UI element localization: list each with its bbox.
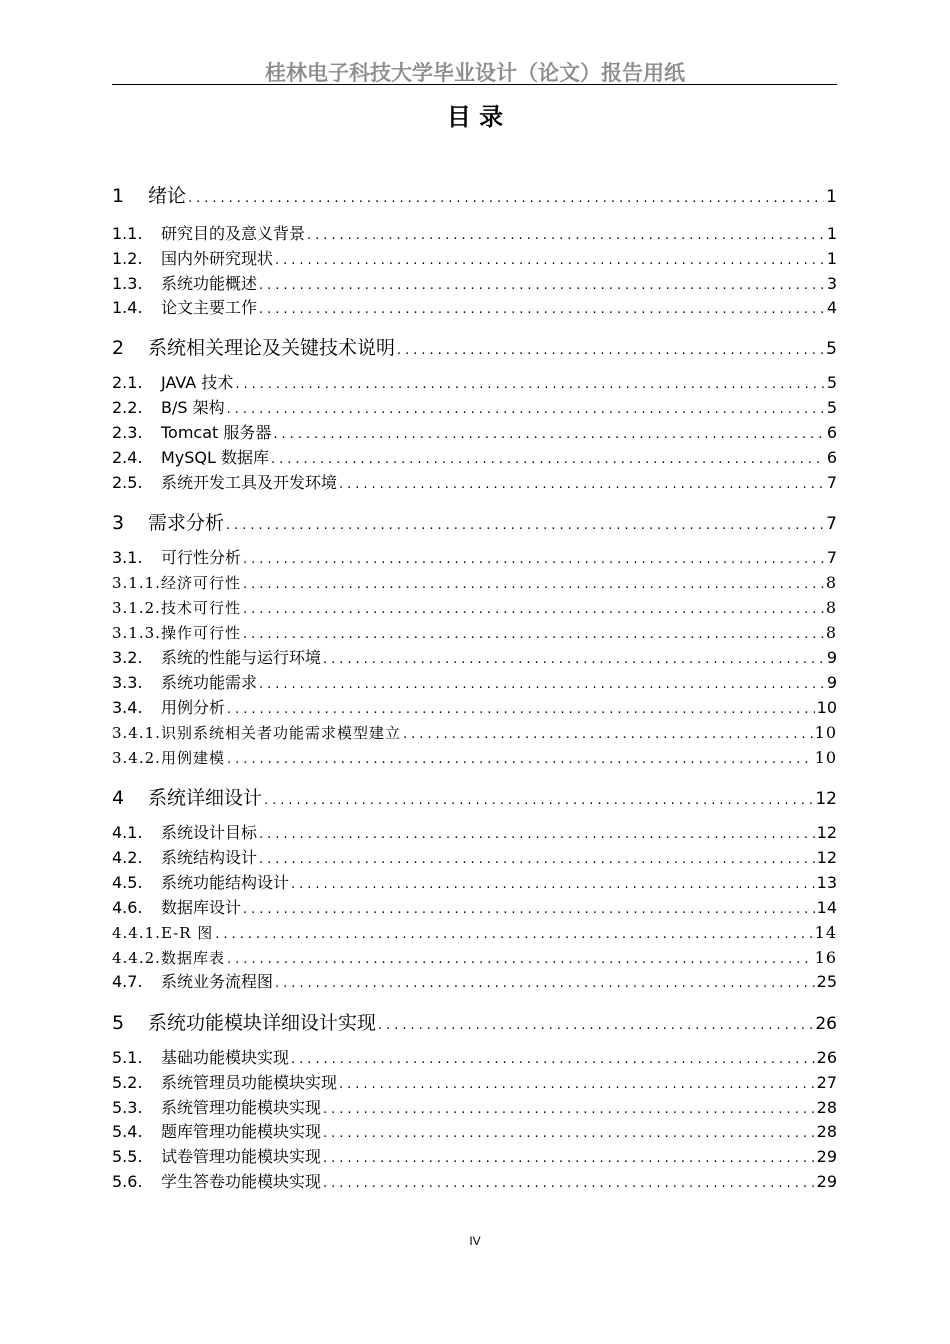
- toc-entry-number: 1.3.: [112, 274, 143, 293]
- toc-entry-number: 4.1.: [112, 823, 143, 842]
- toc-entry[interactable]: [112, 334, 837, 362]
- toc-entry-page: 29: [816, 1172, 837, 1191]
- toc-entry[interactable]: [112, 896, 837, 920]
- toc-entry-label: 国内外研究现状: [161, 249, 274, 268]
- toc-entry-label: 系统管理员功能模块实现: [161, 1073, 338, 1092]
- toc-entry-number: 3.1.1.: [112, 574, 161, 592]
- toc-entry-page: 26: [816, 1048, 837, 1067]
- toc-entry-number: 5: [112, 1012, 125, 1034]
- toc-entry-number: 3: [112, 512, 125, 534]
- toc-entry[interactable]: [112, 671, 837, 695]
- toc-entry-page: 14: [814, 923, 837, 942]
- toc-entry-page: 27: [816, 1073, 837, 1092]
- toc-dot-leader: [271, 448, 825, 472]
- toc-dot-leader: [323, 1172, 815, 1196]
- toc-entry-label: B/S 架构: [161, 398, 225, 417]
- toc-entry-page: 5: [826, 398, 837, 417]
- toc-dot-leader: [235, 373, 824, 397]
- toc-entry[interactable]: [112, 446, 837, 470]
- running-header-title: 桂林电子科技大学毕业设计（论文）报告用纸: [265, 61, 685, 85]
- toc-entry-page: 1: [826, 224, 837, 243]
- toc-entry-number: 4: [112, 787, 125, 809]
- toc-entry[interactable]: [112, 1071, 837, 1095]
- toc-entry-number: 5.1.: [112, 1048, 143, 1067]
- toc-entry[interactable]: [112, 1120, 837, 1144]
- toc-entry-page: 5: [826, 339, 837, 359]
- toc-entry-number: 4.2.: [112, 848, 143, 867]
- toc-entry-number: 2.4.: [112, 448, 143, 467]
- toc-entry-label: JAVA 技术: [161, 373, 234, 392]
- toc-entry[interactable]: [112, 247, 837, 271]
- toc-entry[interactable]: [112, 721, 837, 745]
- toc-entry-number: 3.4.: [112, 698, 143, 717]
- toc-entry-label: 用例分析: [161, 698, 226, 717]
- toc-dot-leader: [188, 185, 824, 213]
- toc-dot-leader: [378, 1012, 813, 1040]
- toc-dot-leader: [243, 548, 825, 572]
- toc-entry-page: 8: [825, 598, 837, 617]
- toc-entry-page: 4: [826, 298, 837, 317]
- toc-entry-number: 1: [112, 185, 125, 207]
- toc-dot-leader: [397, 337, 824, 365]
- toc-entry-label: 系统设计目标: [161, 823, 258, 842]
- toc-entry-label: 操作可行性: [160, 624, 241, 642]
- footer-page-number: IV: [469, 1234, 481, 1248]
- toc-entry-page: 12: [815, 789, 837, 809]
- toc-dot-leader: [339, 473, 825, 497]
- toc-entry-label: E-R 图: [160, 924, 214, 942]
- toc-entry-number: 4.6.: [112, 898, 143, 917]
- toc-entry[interactable]: [112, 970, 837, 994]
- toc-dot-leader: [339, 1073, 815, 1097]
- toc-entry-number: 3.2.: [112, 648, 143, 667]
- toc-dot-leader: [273, 423, 824, 447]
- toc-entry[interactable]: [112, 546, 837, 570]
- toc-entry-label: 系统管理功能模块实现: [161, 1098, 322, 1117]
- toc-entry[interactable]: [112, 784, 837, 812]
- toc-entry-number: 3.4.1.: [112, 724, 161, 742]
- toc-entry[interactable]: [112, 646, 837, 670]
- toc-entry-page: 3: [826, 274, 837, 293]
- toc-entry-label: 论文主要工作: [161, 298, 258, 317]
- toc-entry-label: 系统功能结构设计: [161, 873, 290, 892]
- toc-dot-leader: [275, 249, 825, 273]
- toc-dot-leader: [291, 873, 815, 897]
- toc-entry-page: 12: [816, 848, 837, 867]
- toc-entry-label: 识别系统相关者功能需求模型建立: [160, 724, 401, 742]
- toc-entry-page: 6: [826, 448, 837, 467]
- toc-entry-page: 25: [816, 972, 837, 991]
- toc-dot-leader: [259, 274, 825, 298]
- toc-dot-leader: [291, 1048, 815, 1072]
- toc-entry-page: 7: [826, 473, 837, 492]
- toc-entry-page: 14: [816, 898, 837, 917]
- toc-entry-label: 系统功能概述: [161, 274, 258, 293]
- toc-entry[interactable]: [112, 621, 837, 645]
- toc-entry-number: 5.3.: [112, 1098, 143, 1117]
- toc-entry-page: 8: [825, 623, 837, 642]
- toc-entry[interactable]: [112, 1096, 837, 1120]
- toc-entry-label: 技术可行性: [160, 599, 241, 617]
- toc-entry[interactable]: [112, 509, 837, 537]
- toc-entry-page: 1: [826, 249, 837, 268]
- toc-entry[interactable]: [112, 222, 837, 246]
- toc-entry-number: 5.2.: [112, 1073, 143, 1092]
- toc-dot-leader: [215, 923, 812, 947]
- toc-dot-leader: [323, 1147, 815, 1171]
- toc-entry-number: 2.1.: [112, 373, 143, 392]
- toc-entry[interactable]: [112, 596, 837, 620]
- toc-dot-leader: [259, 673, 825, 697]
- toc-entry-label: 系统功能需求: [161, 673, 258, 692]
- toc-dot-leader: [264, 787, 813, 815]
- toc-entry-number: 3.4.2.: [112, 749, 161, 767]
- toc-entry-number: 4.4.2.: [112, 949, 161, 967]
- toc-entry-label: 系统结构设计: [161, 848, 258, 867]
- toc-entry-number: 3.1.: [112, 548, 143, 567]
- toc-entry-number: 4.4.1.: [112, 924, 161, 942]
- toc-entry-page: 10: [814, 723, 837, 742]
- toc-entry-number: 2: [112, 337, 125, 359]
- toc-entry-number: 2.3.: [112, 423, 143, 442]
- toc-dot-leader: [243, 623, 824, 647]
- toc-entry-label: 系统功能模块详细设计实现: [148, 1012, 377, 1034]
- toc-entry-number: 3.1.3.: [112, 624, 161, 642]
- toc-entry[interactable]: [112, 946, 837, 970]
- toc-entry-page: 13: [816, 873, 837, 892]
- toc-dot-leader: [243, 898, 815, 922]
- toc-entry-number: 1.1.: [112, 224, 143, 243]
- toc-entry[interactable]: [112, 696, 837, 720]
- toc-entry[interactable]: [112, 1046, 837, 1070]
- toc-dot-leader: [323, 1122, 815, 1146]
- toc-entry-label: 绪论: [148, 185, 187, 207]
- toc-entry-number: 5.5.: [112, 1147, 143, 1166]
- toc-entry[interactable]: [112, 921, 837, 945]
- toc-entry-label: Tomcat 服务器: [161, 423, 272, 442]
- toc-dot-leader: [307, 224, 825, 248]
- toc-entry-label: 系统业务流程图: [161, 972, 274, 991]
- toc-entry-page: 16: [814, 948, 837, 967]
- toc-entry-label: 基础功能模块实现: [161, 1048, 290, 1067]
- toc-entry-label: 用例建模: [160, 749, 225, 767]
- toc-entry-page: 7: [826, 514, 837, 534]
- toc-entry-label: 研究目的及意义背景: [161, 224, 306, 243]
- toc-entry[interactable]: [112, 396, 837, 420]
- toc-entry[interactable]: [112, 571, 837, 595]
- toc-entry-page: 10: [816, 698, 837, 717]
- toc-entry-number: 5.4.: [112, 1122, 143, 1141]
- toc-entry-label: 学生答卷功能模块实现: [161, 1172, 322, 1191]
- toc-entry-label: 数据库表: [160, 949, 225, 967]
- toc-entry-number: 3.3.: [112, 673, 143, 692]
- toc-entry-label: 系统的性能与运行环境: [161, 648, 322, 667]
- toc-dot-leader: [226, 512, 824, 540]
- toc-entry-page: 26: [815, 1014, 837, 1034]
- toc-entry[interactable]: [112, 182, 837, 210]
- toc-entry-page: 1: [826, 187, 837, 207]
- toc-dot-leader: [227, 398, 825, 422]
- toc-entry-number: 4.7.: [112, 972, 143, 991]
- toc-entry[interactable]: [112, 846, 837, 870]
- toc-entry[interactable]: [112, 371, 837, 395]
- toc-entry-number: 5.6.: [112, 1172, 143, 1191]
- toc-entry[interactable]: [112, 871, 837, 895]
- toc-entry-label: 经济可行性: [160, 574, 241, 592]
- toc-entry[interactable]: [112, 272, 837, 296]
- toc-dot-leader: [243, 573, 824, 597]
- toc-entry-label: 系统开发工具及开发环境: [161, 473, 338, 492]
- toc-dot-leader: [323, 648, 825, 672]
- toc-entry-number: 1.2.: [112, 249, 143, 268]
- toc-entry-label: MySQL 数据库: [161, 448, 270, 467]
- toc-entry-label: 可行性分析: [161, 548, 242, 567]
- toc-entry-number: 2.2.: [112, 398, 143, 417]
- toc-dot-leader: [275, 972, 815, 996]
- toc-entry-page: 28: [816, 1122, 837, 1141]
- toc-dot-leader: [227, 698, 815, 722]
- toc-dot-leader: [259, 848, 815, 872]
- toc-entry-page: 6: [826, 423, 837, 442]
- toc-entry-page: 9: [826, 648, 837, 667]
- toc-entry-label: 需求分析: [148, 512, 225, 534]
- toc-dot-leader: [227, 748, 813, 772]
- toc-entry[interactable]: [112, 471, 837, 495]
- toc-entry-label: 数据库设计: [161, 898, 242, 917]
- toc-entry[interactable]: [112, 296, 837, 320]
- toc-entry-number: 2.5.: [112, 473, 143, 492]
- toc-title: 目 录: [446, 103, 504, 131]
- toc-entry[interactable]: [112, 1145, 837, 1169]
- toc-entry-page: 28: [816, 1098, 837, 1117]
- toc-entry-number: 4.5.: [112, 873, 143, 892]
- toc-entry-page: 12: [816, 823, 837, 842]
- toc-entry-label: 系统详细设计: [148, 787, 263, 809]
- toc-entry[interactable]: [112, 821, 837, 845]
- toc-entry-page: 10: [814, 748, 837, 767]
- toc-entry-number: 3.1.2.: [112, 599, 161, 617]
- toc-entry[interactable]: [112, 421, 837, 445]
- toc-entry-page: 7: [826, 548, 837, 567]
- toc-entry-label: 题库管理功能模块实现: [161, 1122, 322, 1141]
- toc-dot-leader: [259, 298, 825, 322]
- toc-dot-leader: [243, 598, 824, 622]
- toc-dot-leader: [259, 823, 815, 847]
- toc-entry-page: 29: [816, 1147, 837, 1166]
- toc-entry-page: 8: [825, 573, 837, 592]
- toc-entry[interactable]: [112, 746, 837, 770]
- toc-entry-label: 系统相关理论及关键技术说明: [148, 337, 396, 359]
- toc-entry[interactable]: [112, 1009, 837, 1037]
- toc-dot-leader: [227, 948, 813, 972]
- toc-dot-leader: [323, 1098, 815, 1122]
- toc-dot-leader: [403, 723, 813, 747]
- toc-entry-page: 9: [826, 673, 837, 692]
- toc-entry[interactable]: [112, 1170, 837, 1194]
- toc-entry-page: 5: [826, 373, 837, 392]
- toc-entry-label: 试卷管理功能模块实现: [161, 1147, 322, 1166]
- toc-entry-number: 1.4.: [112, 298, 143, 317]
